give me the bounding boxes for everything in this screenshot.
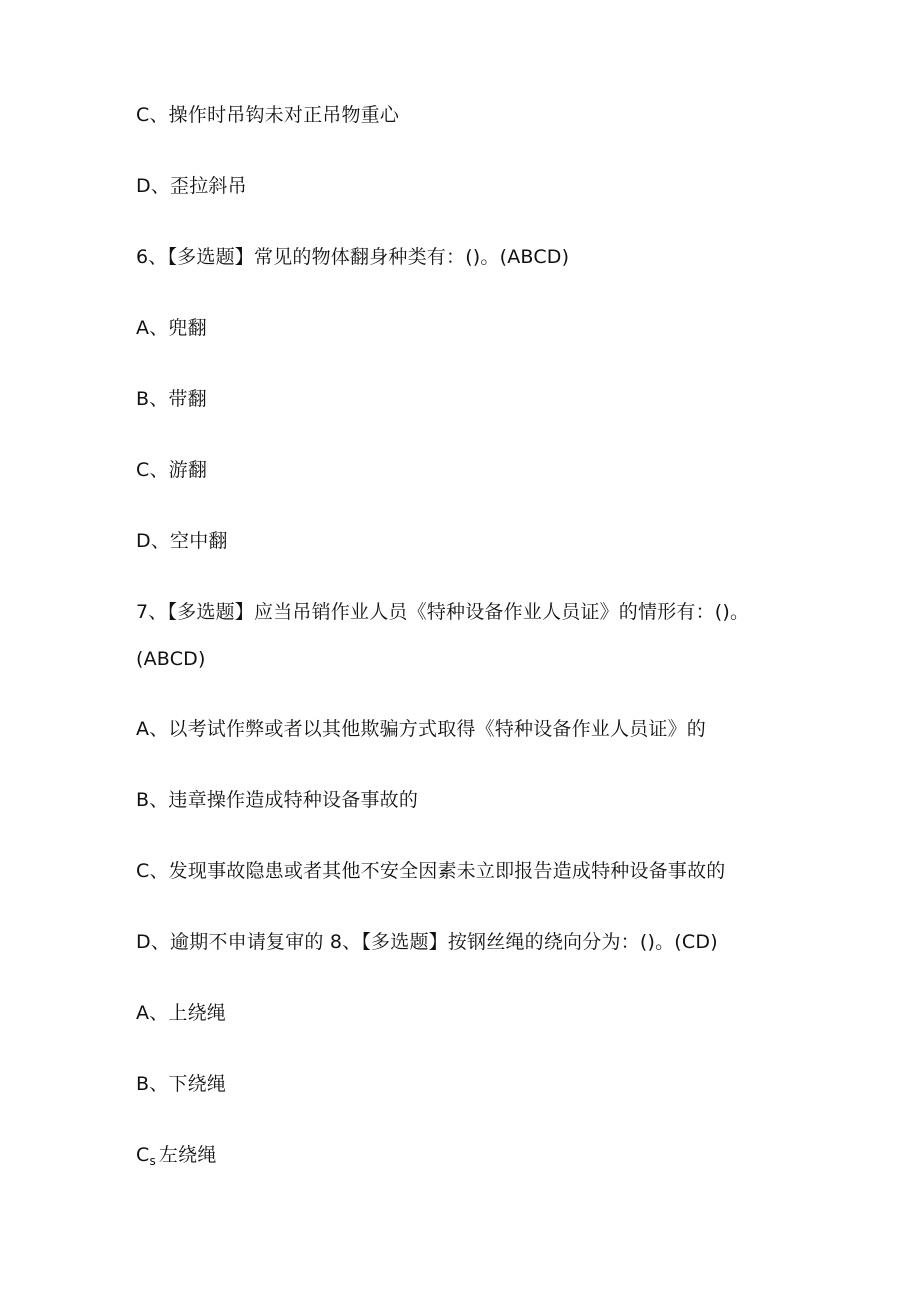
question-6: 6、【多选题】常见的物体翻身种类有：()。(ABCD)	[136, 246, 570, 268]
option-b-q7: B、违章操作造成特种设备事故的	[136, 789, 419, 811]
option-c-q7: C、发现事故隐患或者其他不安全因素未立即报告造成特种设备事故的	[136, 860, 726, 882]
question-7: 7、【多选题】应当吊销作业人员《特种设备作业人员证》的情形有：()。	[136, 601, 750, 623]
option-text: 左绕绳	[158, 1144, 217, 1166]
option-letter: C	[136, 1144, 150, 1166]
option-c-q6: C、游翻	[136, 459, 208, 481]
option-d-q6: D、空中翻	[136, 530, 228, 552]
option-subscript: s	[149, 1154, 156, 1168]
option-c-q8	[136, 1143, 217, 1169]
option-a-q6: A、兜翻	[136, 317, 207, 339]
option-c-q5: C、操作时吊钩未对正吊物重心	[136, 104, 400, 126]
option-a-q7: A、以考试作弊或者以其他欺骗方式取得《特种设备作业人员证》的	[136, 718, 706, 740]
option-d-q7-question-8: D、逾期不申请复审的 8、【多选题】按钢丝绳的绕向分为：()。(CD)	[136, 931, 718, 953]
option-b-q8: B、下绕绳	[136, 1073, 227, 1095]
question-7-answer: (ABCD)	[136, 648, 206, 670]
option-b-q6: B、带翻	[136, 388, 207, 410]
option-a-q8: A、上绕绳	[136, 1002, 226, 1024]
option-d-q5: D、歪拉斜吊	[136, 175, 247, 197]
